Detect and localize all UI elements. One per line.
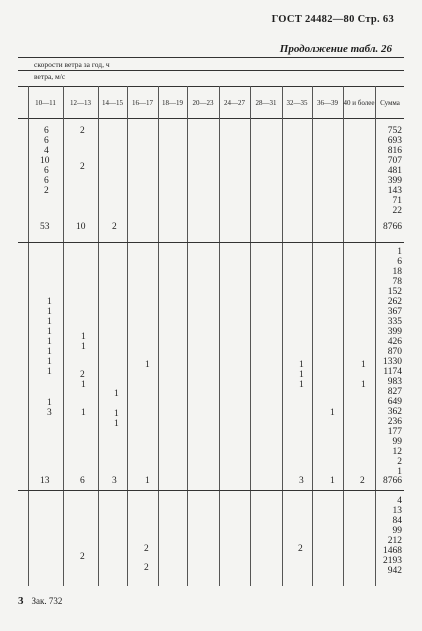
b2-c12-cell: 1 [81, 408, 86, 418]
b2-sum-cell: 870 [387, 347, 402, 357]
b2-sum-cell: 827 [387, 387, 402, 397]
col-divider [250, 86, 251, 586]
b2-sum-cell: 99 [392, 437, 402, 447]
col-divider [219, 86, 220, 586]
b2-sum-cell: 152 [387, 287, 402, 297]
b2-c32-cell: 1 [299, 370, 304, 380]
col-divider [343, 86, 344, 586]
block-separator [18, 490, 404, 491]
b2-sum-cell: 1330 [383, 357, 402, 367]
col-divider [282, 86, 283, 586]
b2-total-sum: 8766 [383, 476, 402, 486]
b3-sum-cell: 84 [392, 516, 402, 526]
col-header-18-19: 18—19 [162, 99, 183, 107]
col-header-32-35: 32—35 [286, 99, 308, 107]
col-divider [158, 86, 159, 586]
b2-c12-cell: 2 [80, 370, 85, 380]
b3-sum-cell: 212 [387, 536, 402, 546]
b1-sum-cell: 71 [392, 196, 402, 206]
b2-c10-cell: 1 [47, 317, 52, 327]
b1-c12-cell: 2 [80, 126, 85, 136]
order-number: Зак. 732 [31, 596, 63, 606]
b2-sum-cell: 1 [397, 467, 402, 477]
b2-sum-cell: 12 [392, 447, 402, 457]
b3-sum-cell: 942 [387, 566, 402, 576]
b1-c10-cell: 6 [44, 136, 49, 146]
b2-c10-cell: 1 [47, 398, 52, 408]
b1-c10-cell: 2 [44, 186, 49, 196]
b2-c10-cell: 1 [47, 367, 52, 377]
b1-c10-cell: 10 [40, 156, 50, 166]
b2-c40-cell: 1 [361, 360, 366, 370]
b1-sum-cell: 481 [387, 166, 402, 176]
b1-total-c12: 10 [76, 222, 86, 232]
b2-sum-cell: 399 [387, 327, 402, 337]
col-divider [187, 86, 188, 586]
b3-sum-cell: 13 [392, 506, 402, 516]
b2-sum-cell: 335 [387, 317, 402, 327]
col-divider [375, 86, 376, 586]
b2-sum-cell: 262 [387, 297, 402, 307]
col-header-sum: Сумма [380, 99, 400, 107]
b1-total-sum: 8766 [383, 222, 402, 232]
subheader-rule [18, 70, 404, 71]
b2-c16-cell: 1 [145, 360, 150, 370]
b2-c14-cell: 1 [114, 409, 119, 419]
b2-c10-cell: 3 [47, 408, 52, 418]
page-header: ГОСТ 24482—80 Стр. 63 [271, 14, 394, 25]
b2-total-c16: 1 [145, 476, 150, 486]
b1-sum-cell: 143 [387, 186, 402, 196]
b1-c12-cell: 2 [80, 162, 85, 172]
col-header-28-31: 28—31 [255, 99, 277, 107]
b2-sum-cell: 649 [387, 397, 402, 407]
b1-sum-cell: 399 [387, 176, 402, 186]
b2-sum-cell: 78 [392, 277, 402, 287]
b2-c10-cell: 1 [47, 337, 52, 347]
col-divider [312, 86, 313, 586]
col-header-10-11: 10—11 [35, 99, 56, 107]
col-header-14-15: 14—15 [102, 99, 123, 107]
b2-c10-cell: 1 [47, 327, 52, 337]
b3-c12-cell: 2 [80, 552, 85, 562]
b2-sum-cell: 426 [387, 337, 402, 347]
col-divider [127, 86, 128, 586]
b2-total-c14: 3 [112, 476, 117, 486]
b3-sum-cell: 2193 [383, 556, 402, 566]
b2-c10-cell: 1 [47, 347, 52, 357]
b3-c16-cell: 2 [144, 544, 149, 554]
b2-c32-cell: 1 [299, 380, 304, 390]
b1-total-c14: 2 [112, 222, 117, 232]
col-divider [28, 86, 29, 586]
page-footer [18, 595, 62, 607]
b1-c10-cell: 6 [44, 166, 49, 176]
page-number: 3 [18, 595, 24, 607]
b2-c14-cell: 1 [114, 389, 119, 399]
col-header-20-23: 20—23 [192, 99, 214, 107]
b3-sum-cell: 99 [392, 526, 402, 536]
b2-sum-cell: 362 [387, 407, 402, 417]
header-top-rule [18, 86, 404, 87]
b2-sum-cell: 983 [387, 377, 402, 387]
b2-sum-cell: 2 [397, 457, 402, 467]
b1-sum-cell: 707 [387, 156, 402, 166]
b2-sum-cell: 367 [387, 307, 402, 317]
b3-sum-cell: 1468 [383, 546, 402, 556]
b2-c12-cell: 1 [81, 342, 86, 352]
col-header-16-17: 16—17 [132, 99, 153, 107]
b2-sum-cell: 6 [397, 257, 402, 267]
top-rule [18, 57, 404, 58]
b2-sum-cell: 1 [397, 247, 402, 257]
b2-c12-cell: 1 [81, 332, 86, 342]
table-continuation-label: Продолжение табл. 26 [279, 43, 392, 55]
b2-total-c12: 6 [80, 476, 85, 486]
b2-sum-cell: 236 [387, 417, 402, 427]
b2-c10-cell: 1 [47, 357, 52, 367]
b2-c10-cell: 1 [47, 307, 52, 317]
b1-sum-cell: 752 [387, 126, 402, 136]
b3-c16-cell: 2 [144, 563, 149, 573]
b1-c10-cell: 6 [44, 176, 49, 186]
subheader-speed: ветра, м/с [34, 72, 66, 81]
col-divider [98, 86, 99, 586]
b1-sum-cell: 816 [387, 146, 402, 156]
b3-c32-cell: 2 [298, 544, 303, 554]
b2-total-c40: 2 [360, 476, 365, 486]
col-divider [63, 86, 64, 586]
header-bottom-rule [18, 118, 404, 119]
col-header-24-27: 24—27 [224, 99, 245, 107]
b2-c12-cell: 1 [81, 380, 86, 390]
b2-c32-cell: 1 [299, 360, 304, 370]
b2-total-c32: 3 [299, 476, 304, 486]
b1-sum-cell: 693 [387, 136, 402, 146]
b2-c14-cell: 1 [114, 419, 119, 429]
col-header-40-plus: 40 и более [343, 99, 375, 107]
b2-c36-cell: 1 [330, 408, 335, 418]
b2-c40-cell: 1 [361, 380, 366, 390]
col-header-36-39: 36—39 [317, 99, 338, 107]
b2-sum-cell: 1174 [383, 367, 402, 377]
block-separator [18, 242, 404, 243]
b2-c10-cell: 1 [47, 297, 52, 307]
b1-total-c10: 53 [40, 222, 50, 232]
b1-c10-cell: 6 [44, 126, 49, 136]
b1-c10-cell: 4 [44, 146, 49, 156]
b2-sum-cell: 177 [387, 427, 402, 437]
b2-total-c10: 13 [40, 476, 50, 486]
col-header-12-13: 12—13 [70, 99, 91, 107]
b2-sum-cell: 18 [392, 267, 402, 277]
b1-sum-cell: 22 [392, 206, 402, 216]
subheader-speed-year: скорости ветра за год, ч [34, 60, 110, 69]
b3-sum-cell: 4 [397, 496, 402, 506]
b2-total-c36: 1 [330, 476, 335, 486]
